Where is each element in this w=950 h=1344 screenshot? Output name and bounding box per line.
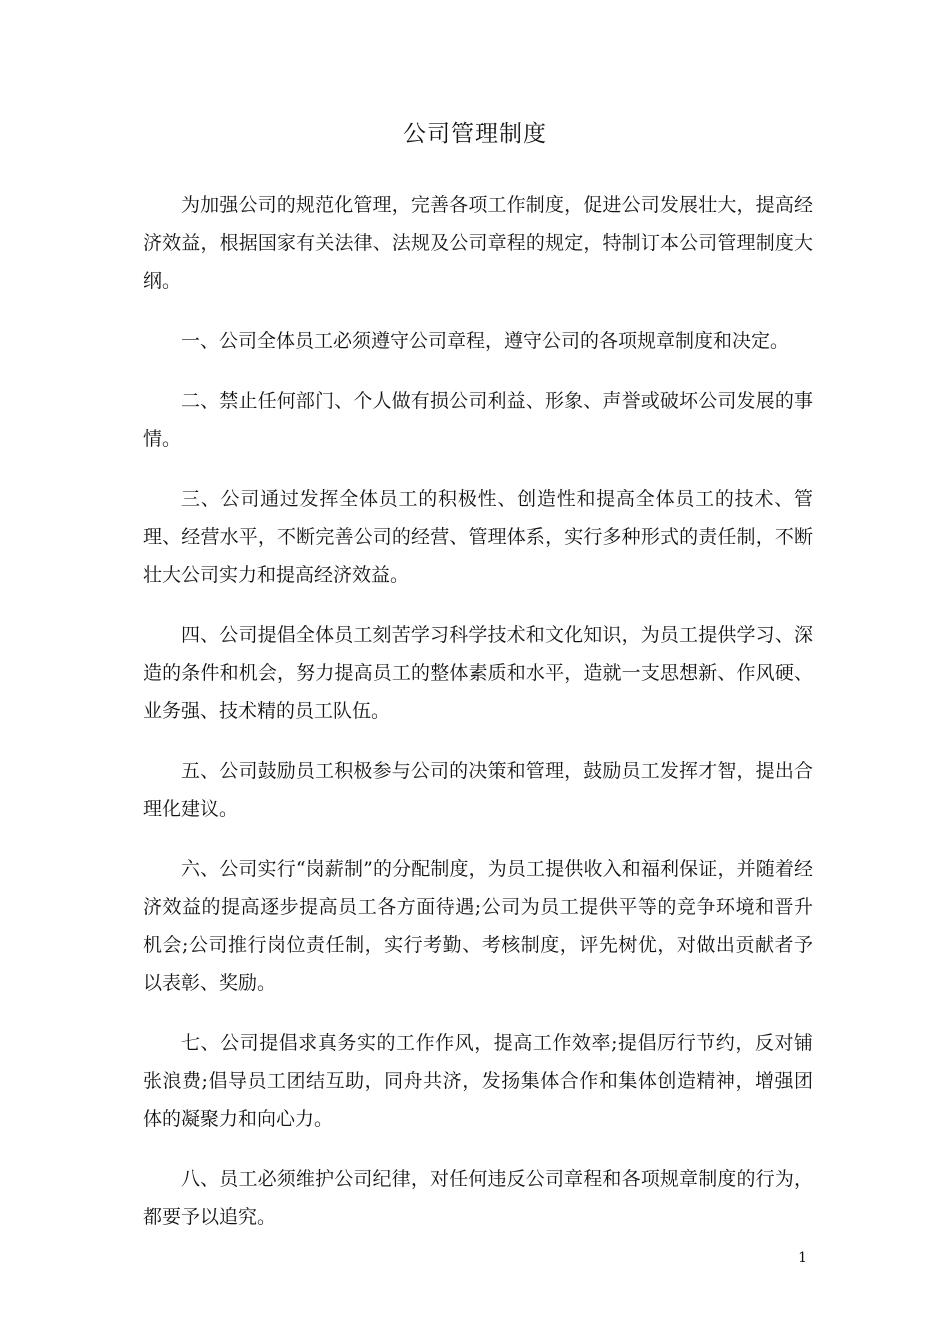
page-number: 1 [798,1250,807,1266]
paragraph-article-1: 一、公司全体员工必须遵守公司章程，遵守公司的各项规章制度和决定。 [181,330,790,352]
document-title: 公司管理制度 [403,121,547,147]
paragraph-article-3: 三、公司通过发挥全体员工的积极性、创造性和提高全体员工的技术、管理、经营水平，不断完善公司的经营、管理体系，实行多种形式的责任制，不断壮大公司实力和提高经济效益。 [143,488,813,586]
document-body [143,186,813,1258]
paragraph-article-2: 二、禁止任何部门、个人做有损公司利益、形象、声誉或破坏公司发展的事情。 [143,390,813,450]
paragraph-article-5: 五、公司鼓励员工积极参与公司的决策和管理，鼓励员工发挥才智，提出合理化建议。 [143,760,813,820]
paragraph-article-8: 八、员工必须维护公司纪律，对任何违反公司章程和各项规章制度的行为，都要予以追究。 [143,1168,813,1228]
paragraph-article-4: 四、公司提倡全体员工刻苦学习科学技术和文化知识，为员工提供学习、深造的条件和机会，努力提高员工的整体素质和水平，造就一支思想新、作风硬、业务强、技术精的员工队伍。 [143,624,813,722]
paragraph-article-6: 六、公司实行“岗薪制”的分配制度，为员工提供收入和福利保证，并随着经济效益的提高逐步提高员工各方面待遇;公司为员工提供平等的竞争环境和晋升机会;公司推行岗位责任制，实行考勤、考核制度，评先树优，对做出贡献者予以表彰、奖励。 [143,858,813,994]
paragraph-article-7: 七、公司提倡求真务实的工作作风，提高工作效率;提倡厉行节约，反对铺张浪费;倡导员工团结互助，同舟共济，发扬集体合作和集体创造精神，增强团体的凝聚力和向心力。 [143,1032,813,1130]
paragraph-intro: 为加强公司的规范化管理，完善各项工作制度，促进公司发展壮大，提高经济效益，根据国家有关法律、法规及公司章程的规定，特制订本公司管理制度大纲。 [143,194,813,292]
